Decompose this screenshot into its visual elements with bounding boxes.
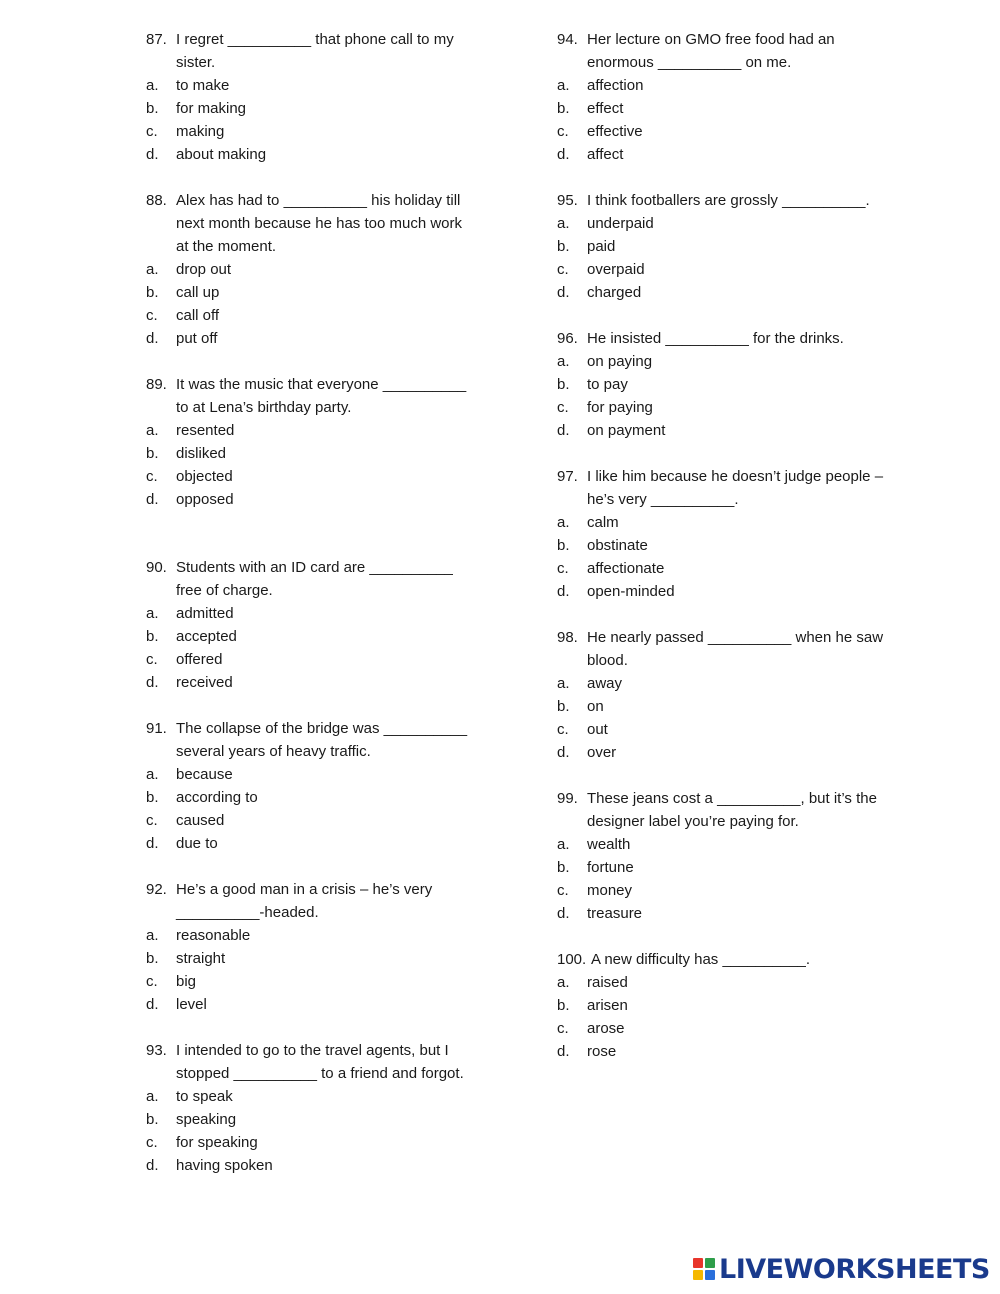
answer-option[interactable] (557, 534, 917, 557)
option-letter: a. (557, 353, 570, 370)
option-letter: a. (146, 1088, 159, 1105)
option-letter: c. (557, 721, 569, 738)
spacer (146, 694, 506, 717)
option-letter: c. (557, 882, 569, 899)
answer-option[interactable] (146, 671, 506, 694)
question-text: He nearly passed __________ when he saw blood. (587, 629, 884, 669)
answer-option[interactable] (557, 994, 917, 1017)
answer-option[interactable] (557, 350, 917, 373)
question-block (146, 717, 506, 855)
option-text: effect (587, 100, 624, 117)
option-text: open-minded (587, 583, 675, 600)
option-text: out (587, 721, 608, 738)
answer-option[interactable] (557, 373, 917, 396)
question-stem (146, 28, 506, 74)
option-letter: b. (557, 238, 570, 255)
option-letter: c. (146, 651, 158, 668)
option-letter: d. (557, 905, 570, 922)
option-text: for paying (587, 399, 653, 416)
option-text: call off (176, 307, 220, 324)
question-block (146, 878, 506, 1016)
option-letter: b. (146, 950, 159, 967)
option-letter: d. (557, 284, 570, 301)
option-letter: b. (557, 997, 570, 1014)
spacer (557, 925, 917, 948)
option-text: accepted (176, 628, 237, 645)
option-text: treasure (587, 905, 643, 922)
question-text: He insisted __________ for the drinks. (587, 330, 844, 347)
answer-option[interactable] (146, 786, 506, 809)
question-block (557, 948, 917, 1063)
question-number: 99. (557, 790, 578, 807)
answer-option[interactable] (557, 741, 917, 764)
option-letter: a. (557, 836, 570, 853)
option-letter: d. (146, 491, 159, 508)
option-text: admitted (176, 605, 234, 622)
option-text: affection (587, 77, 644, 94)
question-stem (557, 787, 917, 833)
question-number: 92. (146, 881, 167, 898)
option-text: because (176, 766, 233, 783)
option-letter: d. (146, 146, 159, 163)
question-block (146, 556, 506, 694)
answer-option[interactable] (557, 120, 917, 143)
option-letter: d. (557, 422, 570, 439)
option-letter: c. (557, 1020, 569, 1037)
question-block (557, 189, 917, 304)
question-number: 97. (557, 468, 578, 485)
option-letter: d. (557, 744, 570, 761)
question-number: 100. (557, 951, 587, 968)
option-text: over (587, 744, 617, 761)
option-text: opposed (176, 491, 234, 508)
question-text: I like him because he doesn’t judge people – he’s very __________. (587, 468, 884, 508)
answer-option[interactable] (146, 648, 506, 671)
question-number: 95. (557, 192, 578, 209)
answer-option[interactable] (146, 74, 506, 97)
question-text: These jeans cost a __________, but it’s the designer label you’re paying for. (587, 790, 877, 830)
question-stem (557, 28, 917, 74)
option-letter: c. (146, 307, 158, 324)
answer-option[interactable] (557, 212, 917, 235)
answer-option[interactable] (146, 465, 506, 488)
option-letter: b. (557, 698, 570, 715)
option-text: underpaid (587, 215, 654, 232)
question-number: 90. (146, 559, 167, 576)
option-letter: c. (146, 973, 158, 990)
question-block (146, 1039, 506, 1177)
option-letter: a. (146, 605, 159, 622)
option-text: raised (587, 974, 628, 991)
option-text: reasonable (176, 927, 251, 944)
question-number: 96. (557, 330, 578, 347)
option-text: received (176, 674, 233, 691)
question-block (146, 28, 506, 166)
question-number: 98. (557, 629, 578, 646)
answer-option[interactable] (146, 947, 506, 970)
answer-option[interactable] (557, 856, 917, 879)
option-text: having spoken (176, 1157, 273, 1174)
option-text: on paying (587, 353, 653, 370)
option-text: big (176, 973, 197, 990)
answer-option[interactable] (146, 1131, 506, 1154)
option-text: obstinate (587, 537, 648, 554)
option-letter: b. (146, 445, 159, 462)
question-stem (557, 189, 917, 212)
question-block (557, 327, 917, 442)
question-text: I regret __________ that phone call to my sister. (176, 31, 454, 71)
answer-option[interactable] (557, 672, 917, 695)
option-letter: d. (557, 146, 570, 163)
option-letter: b. (146, 100, 159, 117)
question-stem (146, 717, 506, 763)
option-letter: c. (146, 123, 158, 140)
option-text: arose (587, 1020, 625, 1037)
option-letter: b. (146, 1111, 159, 1128)
answer-option[interactable] (557, 580, 917, 603)
option-text: for making (176, 100, 247, 117)
option-text: put off (176, 330, 218, 347)
question-number: 89. (146, 376, 167, 393)
option-text: on payment (587, 422, 666, 439)
option-text: call up (176, 284, 220, 301)
spacer (557, 764, 917, 787)
answer-option[interactable] (557, 281, 917, 304)
option-letter: a. (146, 77, 159, 94)
answer-option[interactable] (557, 557, 917, 580)
option-letter: c. (557, 399, 569, 416)
option-text: about making (176, 146, 267, 163)
question-stem (557, 327, 917, 350)
option-letter: b. (557, 100, 570, 117)
option-letter: b. (146, 789, 159, 806)
option-letter: a. (146, 422, 159, 439)
answer-option[interactable] (557, 971, 917, 994)
option-text: effective (587, 123, 643, 140)
question-number: 93. (146, 1042, 167, 1059)
option-letter: d. (557, 583, 570, 600)
question-block (146, 189, 506, 350)
option-text: for speaking (176, 1134, 258, 1151)
option-letter: a. (146, 766, 159, 783)
option-text: fortune (587, 859, 634, 876)
question-block (146, 373, 506, 511)
question-stem (557, 948, 917, 971)
question-block (557, 465, 917, 603)
option-letter: c. (557, 261, 569, 278)
answer-option[interactable] (557, 74, 917, 97)
answer-option[interactable] (557, 718, 917, 741)
question-block (557, 787, 917, 925)
answer-option[interactable] (146, 1108, 506, 1131)
option-letter: a. (146, 927, 159, 944)
option-text: to make (176, 77, 230, 94)
option-text: away (587, 675, 623, 692)
option-text: arisen (587, 997, 628, 1014)
answer-option[interactable] (146, 304, 506, 327)
option-letter: a. (557, 77, 570, 94)
answer-option[interactable] (557, 143, 917, 166)
answer-option[interactable] (146, 281, 506, 304)
question-stem (557, 465, 917, 511)
option-letter: d. (557, 1043, 570, 1060)
spacer (146, 1016, 506, 1039)
answer-option[interactable] (146, 442, 506, 465)
option-text: straight (176, 950, 226, 967)
answer-option[interactable] (557, 833, 917, 856)
option-letter: c. (557, 123, 569, 140)
question-text: He’s a good man in a crisis – he’s very __________-headed. (176, 881, 433, 921)
question-text: Alex has had to __________ his holiday till next month because he has too much work at the moment. (176, 192, 462, 255)
option-letter: b. (557, 537, 570, 554)
option-text: money (587, 882, 633, 899)
answer-option[interactable] (146, 327, 506, 350)
spacer (146, 166, 506, 189)
answer-option[interactable] (146, 625, 506, 648)
question-text: Her lecture on GMO free food had an enormous __________ on me. (587, 31, 835, 71)
spacer (146, 855, 506, 878)
answer-option[interactable] (146, 993, 506, 1016)
answer-option[interactable] (557, 1017, 917, 1040)
option-text: to pay (587, 376, 628, 393)
question-stem (146, 1039, 506, 1085)
question-text: A new difficulty has __________. (591, 951, 811, 968)
answer-option[interactable] (146, 924, 506, 947)
answer-option[interactable] (146, 419, 506, 442)
question-number: 88. (146, 192, 167, 209)
answer-option[interactable] (146, 143, 506, 166)
option-text: to speak (176, 1088, 233, 1105)
option-text: disliked (176, 445, 227, 462)
answer-option[interactable] (557, 1040, 917, 1063)
option-letter: c. (557, 560, 569, 577)
left-question-column (146, 28, 506, 1177)
option-text: rose (587, 1043, 617, 1060)
option-letter: a. (557, 215, 570, 232)
question-block (557, 626, 917, 764)
option-text: charged (587, 284, 642, 301)
right-question-column (557, 28, 917, 1063)
answer-option[interactable] (557, 258, 917, 281)
option-letter: c. (146, 812, 158, 829)
spacer (146, 350, 506, 373)
option-letter: c. (146, 468, 158, 485)
answer-option[interactable] (557, 695, 917, 718)
question-stem (146, 878, 506, 924)
question-number: 87. (146, 31, 167, 48)
answer-option[interactable] (557, 97, 917, 120)
option-text: objected (176, 468, 233, 485)
answer-option[interactable] (557, 511, 917, 534)
question-stem (557, 626, 917, 672)
option-letter: b. (146, 284, 159, 301)
logo-block (705, 1258, 715, 1268)
spacer (557, 442, 917, 465)
answer-option[interactable] (146, 488, 506, 511)
question-text: Students with an ID card are __________ free of charge. (176, 559, 453, 599)
logo-block (705, 1270, 715, 1280)
answer-option[interactable] (146, 970, 506, 993)
question-text: The collapse of the bridge was __________ several years of heavy traffic. (176, 720, 468, 760)
option-text: wealth (587, 836, 631, 853)
question-stem (146, 373, 506, 419)
option-letter: d. (146, 330, 159, 347)
spacer (557, 603, 917, 626)
option-letter: d. (146, 674, 159, 691)
question-stem (146, 189, 506, 258)
option-letter: b. (557, 376, 570, 393)
question-block (557, 28, 917, 166)
answer-option[interactable] (557, 235, 917, 258)
option-letter: a. (146, 261, 159, 278)
spacer (557, 304, 917, 327)
answer-option[interactable] (557, 396, 917, 419)
option-letter: a. (557, 974, 570, 991)
logo-blocks-icon (693, 1258, 715, 1280)
option-letter: b. (557, 859, 570, 876)
answer-option[interactable] (146, 1085, 506, 1108)
liveworksheets-logo (693, 1252, 990, 1286)
answer-option[interactable] (146, 832, 506, 855)
question-number: 94. (557, 31, 578, 48)
answer-option[interactable] (146, 97, 506, 120)
option-text: speaking (176, 1111, 237, 1128)
option-text: level (176, 996, 207, 1013)
option-letter: d. (146, 835, 159, 852)
answer-option[interactable] (146, 258, 506, 281)
option-text: caused (176, 812, 225, 829)
logo-block (693, 1270, 703, 1280)
spacer (557, 166, 917, 189)
logo-text: LIVEWORKSHEETS (719, 1253, 990, 1285)
option-text: making (176, 123, 225, 140)
option-letter: a. (557, 514, 570, 531)
option-text: affect (587, 146, 624, 163)
answer-option[interactable] (146, 602, 506, 625)
option-letter: c. (146, 1134, 158, 1151)
option-text: offered (176, 651, 223, 668)
spacer (146, 511, 506, 556)
logo-block (693, 1258, 703, 1268)
option-letter: d. (146, 1157, 159, 1174)
option-text: on (587, 698, 604, 715)
option-text: drop out (176, 261, 232, 278)
option-text: resented (176, 422, 235, 439)
answer-option[interactable] (146, 1154, 506, 1177)
answer-option[interactable] (146, 809, 506, 832)
question-text: I think footballers are grossly __________. (587, 192, 870, 209)
option-letter: d. (146, 996, 159, 1013)
answer-option[interactable] (146, 763, 506, 786)
answer-option[interactable] (557, 902, 917, 925)
question-text: I intended to go to the travel agents, but I stopped __________ to a friend and forgot. (176, 1042, 464, 1082)
answer-option[interactable] (557, 419, 917, 442)
option-text: affectionate (587, 560, 665, 577)
answer-option[interactable] (557, 879, 917, 902)
option-text: according to (176, 789, 258, 806)
option-text: overpaid (587, 261, 645, 278)
option-text: paid (587, 238, 616, 255)
question-text: It was the music that everyone __________ to at Lena’s birthday party. (176, 376, 467, 416)
answer-option[interactable] (146, 120, 506, 143)
option-text: calm (587, 514, 619, 531)
question-stem (146, 556, 506, 602)
option-letter: b. (146, 628, 159, 645)
option-text: due to (176, 835, 218, 852)
option-letter: a. (557, 675, 570, 692)
question-number: 91. (146, 720, 167, 737)
